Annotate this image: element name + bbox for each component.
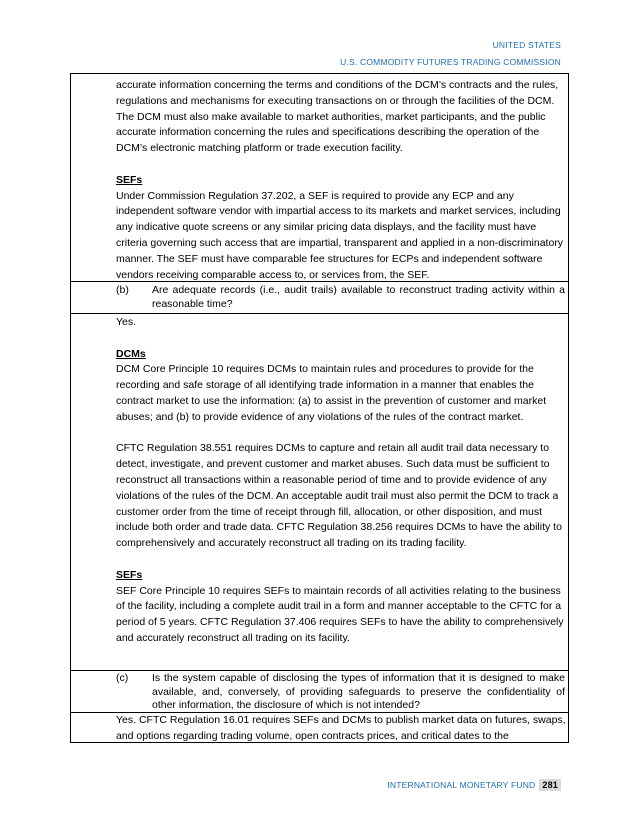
header-agency: U.S. COMMODITY FUTURES TRADING COMMISSION — [340, 57, 561, 67]
row-divider — [71, 313, 568, 314]
dcm-access-paragraph: accurate information concerning the terms and conditions of the DCM’s contracts and the rules, regulations and mechanisms for executing transactions on or through the facilities of the DCM. The DCM must also make available to market authorities, market participants, and the public accurate information concerning the rules and specifications describing the operation of the DCM’s electronic matching platform or trade execution facility. — [116, 79, 559, 155]
answer-a-continued — [116, 78, 566, 283]
row-divider — [71, 281, 568, 282]
sef-core-principle-10-paragraph: SEF Core Principle 10 requires SEFs to maintain records of all activities relating to the business of the facility, including a complete audit trail in a form and manner acceptable to the CFTC for a period of 5 years. CFTC Regulation 37.406 requires SEFs to have the ability to comprehensively and accurately reconstruct all trading on its facility. — [116, 584, 564, 644]
answer-b — [116, 315, 566, 647]
question-b-label: (b) — [116, 284, 129, 296]
question-c-label: (c) — [116, 672, 129, 684]
cftc-38551-paragraph: CFTC Regulation 38.551 requires DCMs to capture and retain all audit trail data necessary to detect, investigate, and prevent customer and market abuses. Such data must be sufficient to reconstruct all transactions within a reasonable period of time and to provide evidence of any violations of the rules of the DCM. An acceptable audit trail must also permit the DCM to track a customer order from the time of receipt through fill, allocation, or other disposition, and must include both order and trade data. CFTC Regulation 38.256 requires DCMs to have the ability to comprehensively and accurately reconstruct all trading on its trading facility. — [116, 442, 562, 550]
sef-access-paragraph: Under Commission Regulation 37.202, a SEF is required to provide any ECP and any independent software vendor with impartial access to its markets and market services, including any indicative quote screens or any similar pricing data displays, and the facility must have criteria governing such access that are impartial, transparent and applied in a non-discriminatory manner. The SEF must have comparable fee structures for ECPs and independent software vendors receiving comparable access to, or services from, the SEF. — [116, 189, 564, 281]
sefs-heading: SEFs — [116, 568, 143, 581]
sefs-heading: SEFs — [116, 173, 143, 186]
question-b — [116, 284, 565, 311]
cftc-1601-paragraph: Yes. CFTC Regulation 16.01 requires SEFs and DCMs to publish market data on futures, swaps, and options regarding trading volume, open contracts prices, and critical dates to the — [116, 714, 566, 742]
answer-b-yes: Yes. — [116, 316, 137, 328]
row-divider — [71, 670, 568, 671]
question-c — [116, 672, 565, 713]
page-number: 281 — [539, 779, 561, 791]
assessment-table — [70, 73, 569, 743]
question-c-text: Is the system capable of disclosing the types of information that it is designed to make available, and, conversely, of providing safeguards to preserve the confidentiality of other information, the disclosure of which is not intended? — [152, 672, 565, 711]
answer-c — [116, 713, 566, 743]
header-country: UNITED STATES — [492, 40, 561, 50]
page-footer — [387, 779, 561, 791]
question-b-text: Are adequate records (i.e., audit trails) available to reconstruct trading activity within a reasonable time? — [152, 284, 565, 310]
dcm-core-principle-10-paragraph: DCM Core Principle 10 requires DCMs to maintain rules and procedures to provide for the recording and safe storage of all identifying trade information in a manner that enables the contract market to use the information: (a) to assist in the prevention of customer and market abuses; and (b) to provide evidence of any violations of the rules of the contract market. — [116, 363, 547, 423]
dcms-heading: DCMs — [116, 347, 146, 360]
footer-organization: INTERNATIONAL MONETARY FUND — [387, 780, 536, 790]
